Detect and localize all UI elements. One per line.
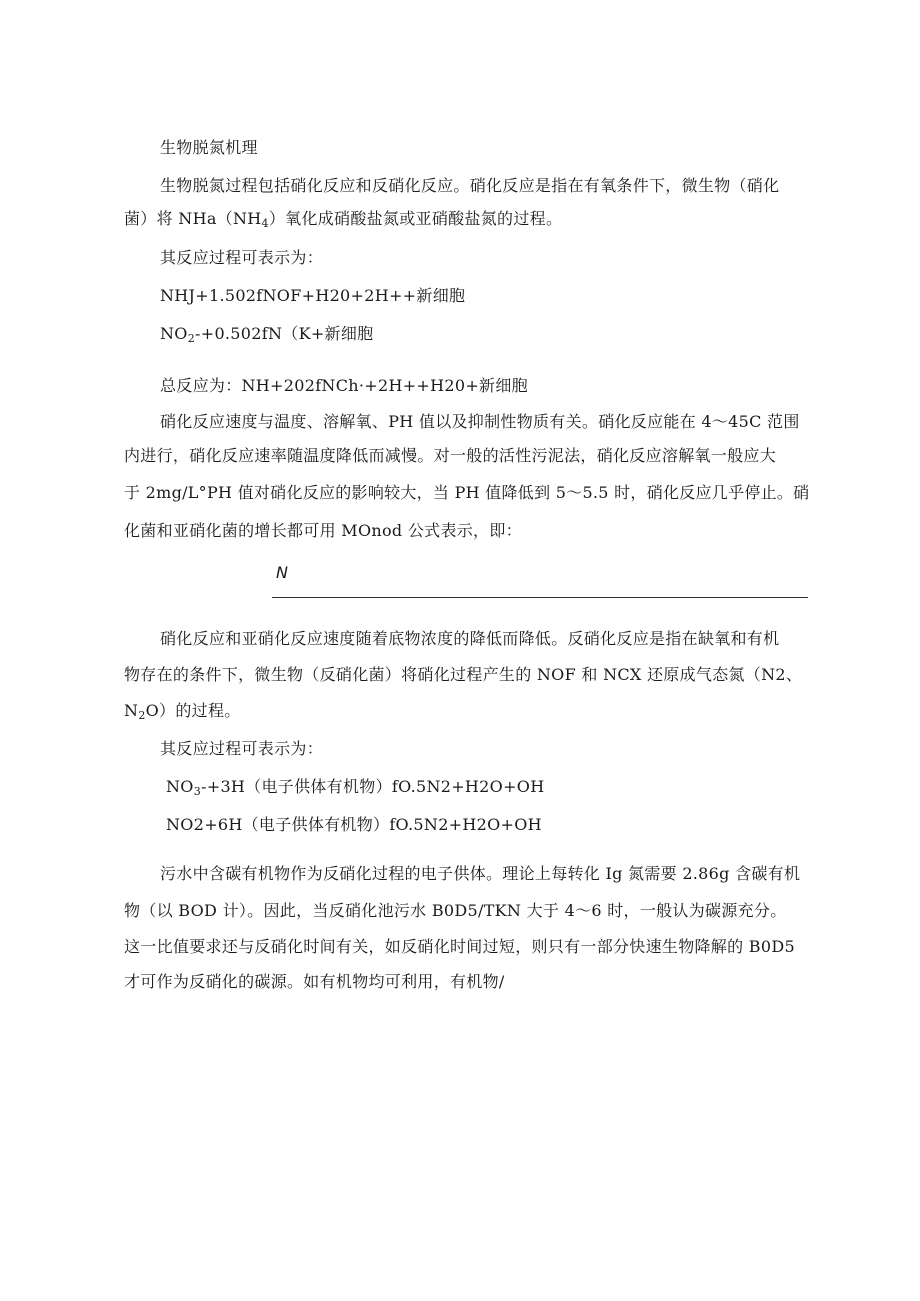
subscript: 4: [261, 217, 269, 230]
text-run: -+3H（电子供体有机物）fO.5N2+H2O+OH: [201, 777, 545, 796]
text-run: O）的过程。: [145, 701, 241, 720]
paragraph-4-line-1: 污水中含碳有机物作为反硝化过程的电子供体。理论上每转化 Ig 氮需要 2.86g 含碳有机: [160, 864, 801, 883]
paragraph-3-line-2: 物存在的条件下，微生物（反硝化菌）将硝化过程产生的 NOF 和 NCX 还原成气态氮（N2、: [124, 665, 803, 684]
paragraph-4-line-3: 这一比值要求还与反硝化时间有关，如反硝化时间过短，则只有一部分快速生物降解的 B0D5: [124, 937, 795, 956]
subscript: 2: [187, 332, 196, 345]
fraction-line: [272, 597, 808, 598]
paragraph-4-line-2: 物（以 BOD 计）。因此，当反硝化池污水 B0D5/TKN 大于 4～6 时，一般认为碳源充分。: [124, 901, 787, 920]
equation-1: NHJ+1.502fNOF+H20+2H++新细胞: [160, 286, 466, 305]
equation-4: NO2+6H（电子供体有机物）fO.5N2+H2O+OH: [166, 815, 542, 834]
equation-3: [166, 777, 544, 797]
section-heading: 生物脱氮机理: [160, 138, 258, 157]
paragraph-2-line-1: 硝化反应速度与温度、溶解氧、PH 值以及抑制性物质有关。硝化反应能在 4～45C 范围: [160, 412, 800, 431]
text-run: NO: [160, 324, 188, 343]
subscript: 2: [138, 709, 146, 722]
paragraph-1-line-1: 生物脱氮过程包括硝化反应和反硝化反应。硝化反应是指在有氧条件下，微生物（硝化: [160, 176, 780, 195]
paragraph-3-line-3: [124, 701, 241, 721]
paragraph-2-line-4: 化菌和亚硝化菌的增长都可用 MOnod 公式表示，即：: [124, 521, 522, 540]
monod-variable: N: [276, 563, 288, 582]
paragraph-2-line-2: 内进行，硝化反应速率随温度降低而减慢。对一般的活性污泥法，硝化反应溶解氧一般应大: [124, 446, 777, 465]
text-run: 菌）将 NHa（NH: [124, 209, 262, 228]
total-reaction: 总反应为：NH+202fNCh·+2H++H20+新细胞: [160, 376, 528, 395]
paragraph-1-line-2: [124, 209, 562, 229]
reaction-intro-1: 其反应过程可表示为：: [160, 248, 324, 267]
paragraph-3-line-1: 硝化反应和亚硝化反应速度随着底物浓度的降低而降低。反硝化反应是指在缺氧和有机: [160, 629, 780, 648]
equation-2: [160, 324, 373, 344]
reaction-intro-2: 其反应过程可表示为：: [160, 739, 324, 758]
paragraph-4-line-4: 才可作为反硝化的碳源。如有机物均可利用，有机物/: [124, 972, 505, 991]
text-run: ）氧化成硝酸盐氮或亚硝酸盐氮的过程。: [268, 209, 563, 228]
text-run: -+0.502fN（K+新细胞: [195, 324, 374, 343]
paragraph-2-line-3: 于 2mg/L°PH 值对硝化反应的影响较大，当 PH 值降低到 5～5.5 时，硝化反应几乎停止。硝: [124, 483, 810, 502]
text-run: NO: [166, 777, 194, 796]
text-run: N: [124, 701, 139, 720]
subscript: 3: [193, 785, 202, 798]
